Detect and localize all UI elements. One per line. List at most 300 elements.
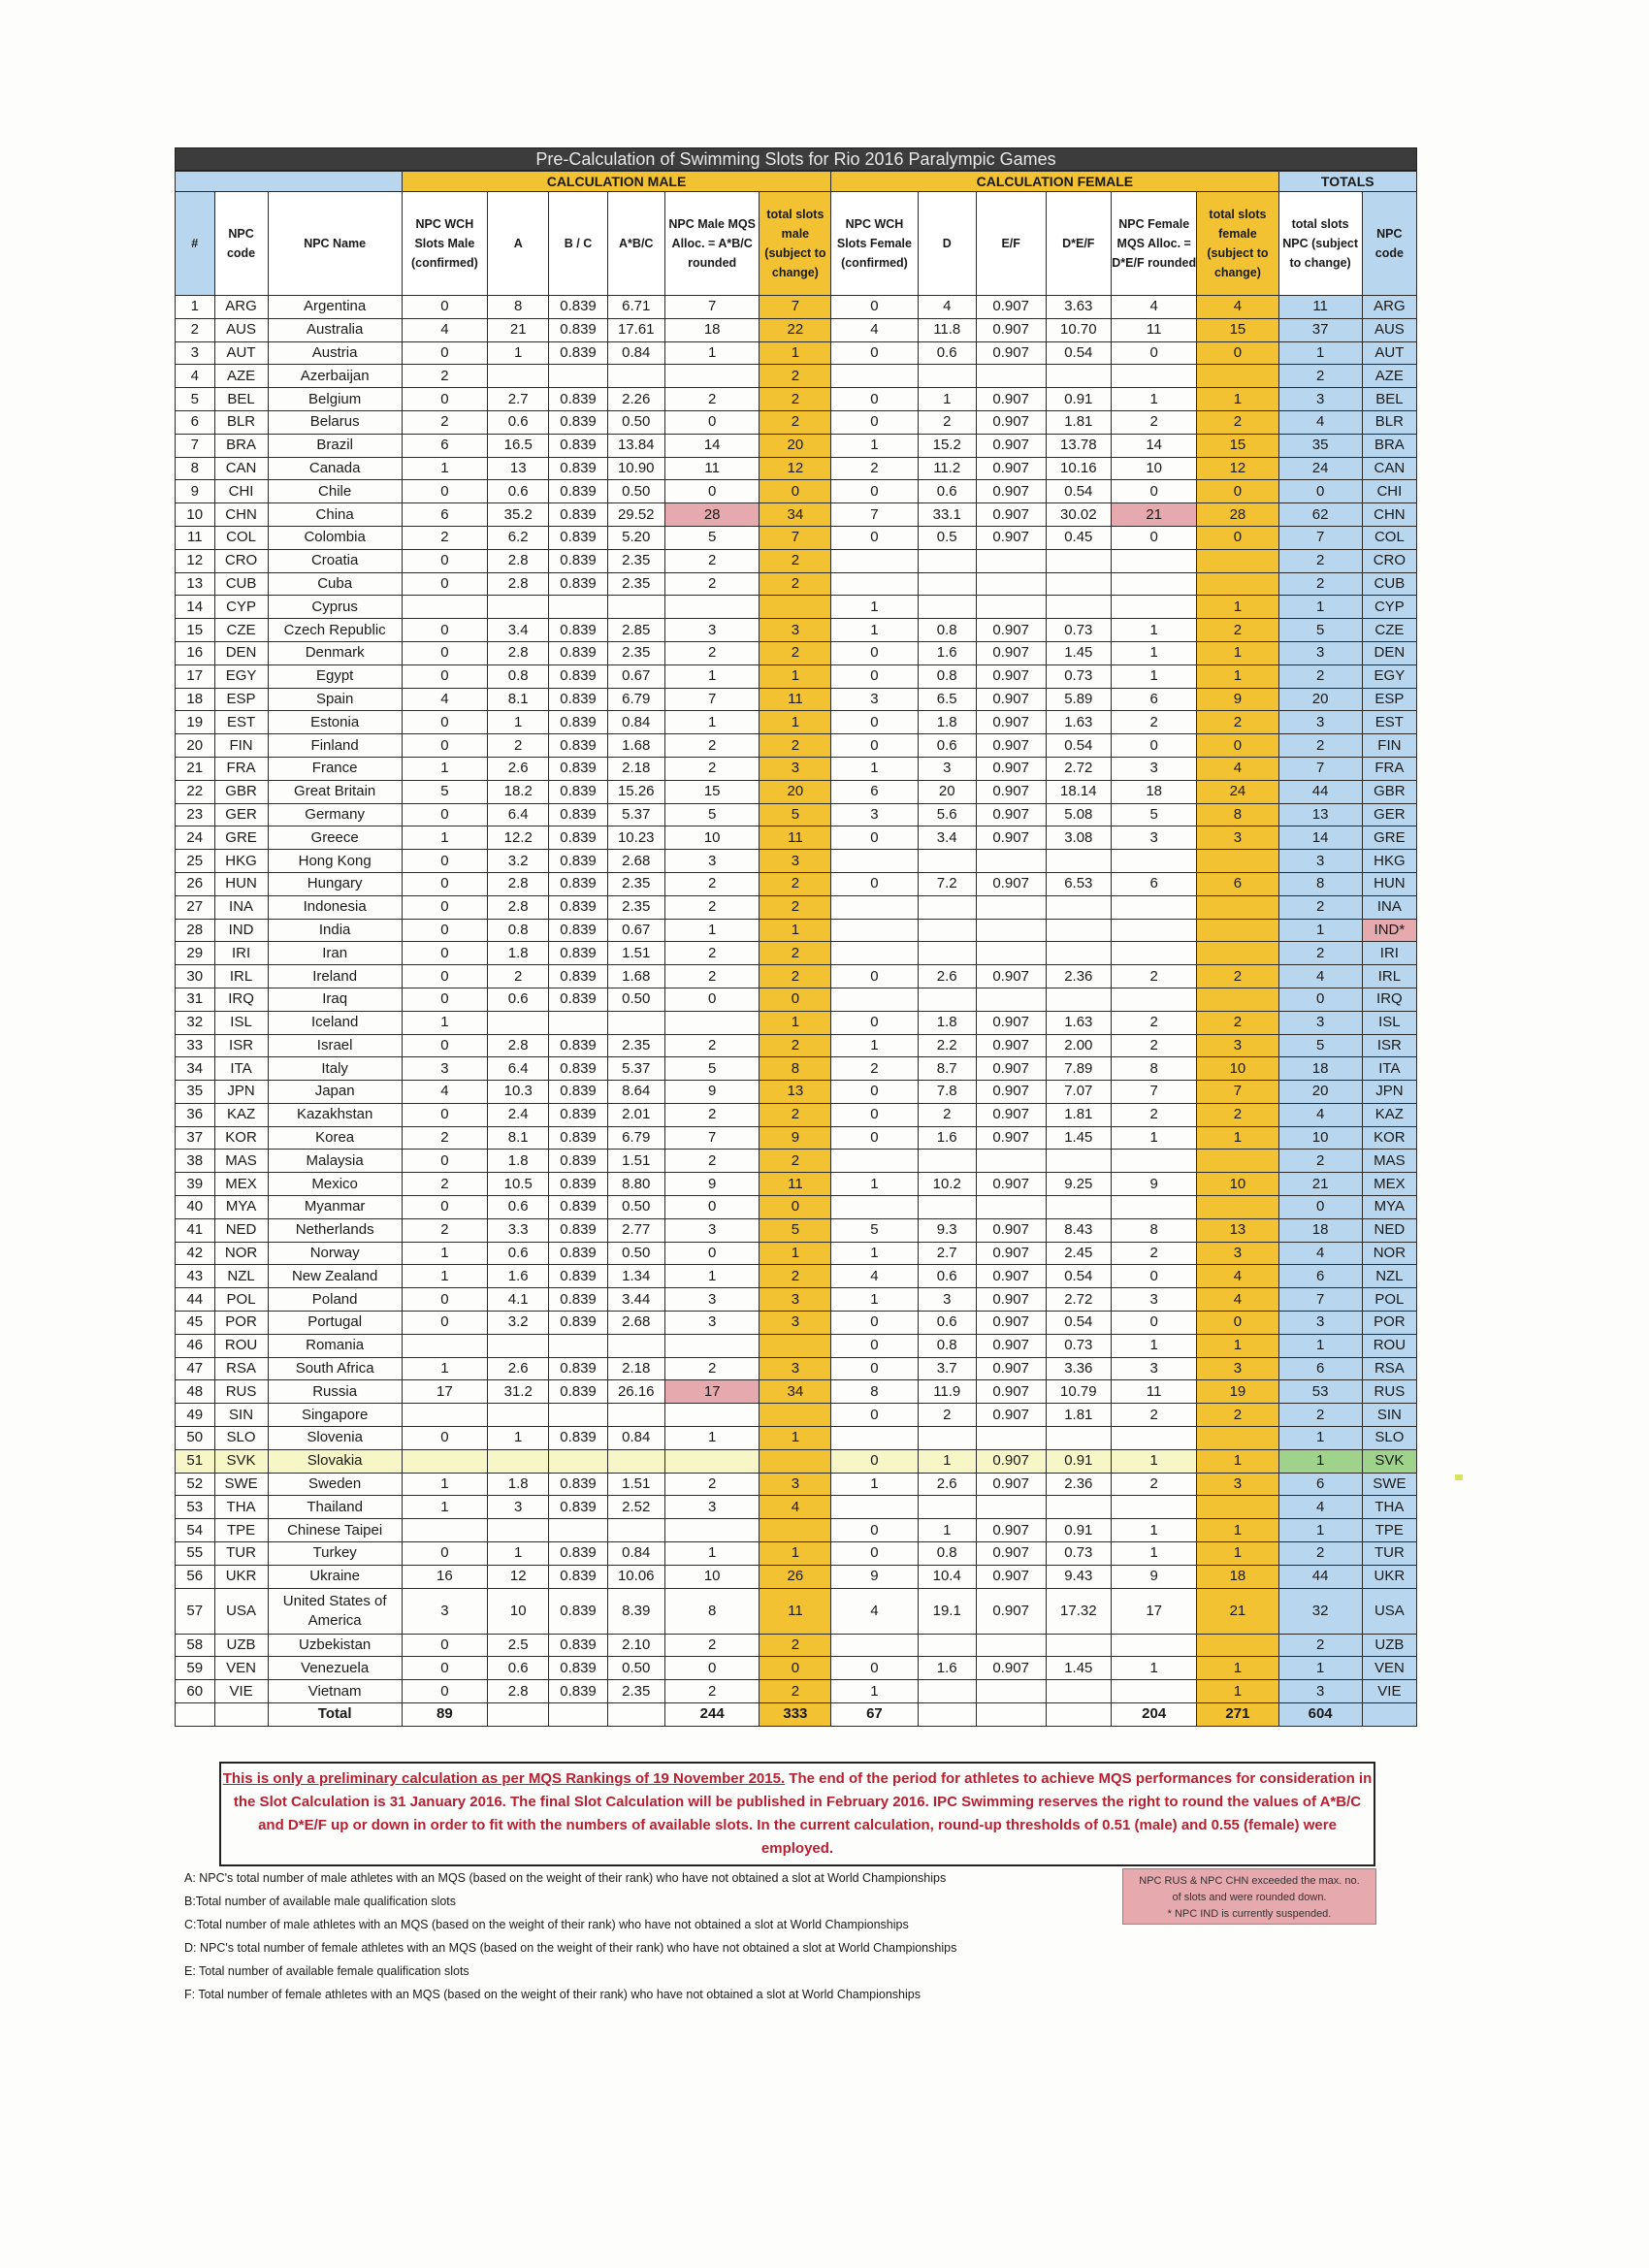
table-cell: 2 — [1197, 965, 1278, 988]
table-cell: 4 — [1197, 1288, 1278, 1312]
table-cell: 0 — [831, 1103, 918, 1126]
table-cell: 0.5 — [918, 526, 976, 549]
table-cell: 2.8 — [488, 1680, 549, 1703]
table-row — [176, 711, 1417, 734]
table-cell: 21 — [1278, 1173, 1362, 1196]
table-cell — [1197, 1634, 1278, 1657]
table-cell: 2 — [1197, 1103, 1278, 1126]
table-cell: 9.3 — [918, 1218, 976, 1242]
table-cell: 0.839 — [549, 1242, 607, 1265]
table-cell: Sweden — [268, 1473, 402, 1496]
table-cell: ARG — [214, 296, 268, 319]
table-cell: 7 — [760, 526, 831, 549]
table-cell: 0.84 — [607, 711, 664, 734]
table-cell: 0.839 — [549, 1196, 607, 1219]
table-cell — [831, 1427, 918, 1450]
table-cell: IRQ — [214, 988, 268, 1011]
table-cell: 2 — [760, 1680, 831, 1703]
table-cell: 39 — [176, 1173, 215, 1196]
table-cell: 30 — [176, 965, 215, 988]
table-cell: VIE — [1362, 1680, 1416, 1703]
table-cell: 1.8 — [918, 711, 976, 734]
table-cell: 10 — [1278, 1126, 1362, 1150]
table-cell: 2.35 — [607, 895, 664, 919]
table-cell: 0.84 — [607, 1542, 664, 1566]
table-cell: 3.08 — [1046, 826, 1112, 850]
table-cell — [1112, 1680, 1197, 1703]
table-cell: 32 — [1278, 1588, 1362, 1634]
table-cell: 1 — [1112, 619, 1197, 642]
table-cell: 2.72 — [1046, 1288, 1112, 1312]
table-cell: 33 — [176, 1034, 215, 1057]
table-cell: 0 — [760, 480, 831, 503]
group-header-row — [176, 172, 1417, 192]
table-cell — [1197, 365, 1278, 388]
table-cell: 6 — [402, 434, 487, 457]
table-cell: 0 — [402, 1657, 487, 1680]
table-cell: 18 — [1278, 1218, 1362, 1242]
table-cell: 11 — [760, 1173, 831, 1196]
table-cell: 7.2 — [918, 872, 976, 895]
table-cell: 27 — [176, 895, 215, 919]
table-cell: 2 — [1197, 1404, 1278, 1427]
table-cell: 1 — [1197, 641, 1278, 664]
table-cell: IRI — [214, 942, 268, 965]
table-cell: 5 — [760, 1218, 831, 1242]
table-cell: 32 — [176, 1011, 215, 1034]
table-cell — [488, 1404, 549, 1427]
table-cell: 0.907 — [976, 965, 1046, 988]
table-cell: 18.14 — [1046, 780, 1112, 803]
table-cell: 9 — [760, 1126, 831, 1150]
column-header: NPC code — [214, 192, 268, 296]
table-row — [176, 1312, 1417, 1335]
table-cell: POR — [1362, 1312, 1416, 1335]
table-cell: 0 — [760, 988, 831, 1011]
table-cell: 0.73 — [1046, 1334, 1112, 1357]
table-cell: 0.839 — [549, 296, 607, 319]
table-cell — [488, 596, 549, 619]
table-cell: 6.2 — [488, 526, 549, 549]
table-cell: SIN — [1362, 1404, 1416, 1427]
table-cell: 0.91 — [1046, 1449, 1112, 1473]
table-row — [176, 341, 1417, 365]
table-cell: 2 — [1112, 711, 1197, 734]
table-cell: 0.907 — [976, 734, 1046, 758]
table-cell: 1 — [664, 919, 760, 942]
table-cell: 1 — [1278, 1334, 1362, 1357]
table-cell: 0.907 — [976, 296, 1046, 319]
table-cell: 3 — [664, 1288, 760, 1312]
table-cell: 2 — [760, 365, 831, 388]
table-cell: 0.6 — [918, 1312, 976, 1335]
table-cell: 1 — [1278, 919, 1362, 942]
table-row — [176, 734, 1417, 758]
table-row — [176, 826, 1417, 850]
table-cell — [1112, 596, 1197, 619]
table-cell — [831, 549, 918, 572]
table-cell — [1112, 1634, 1197, 1657]
table-cell: 0 — [402, 1312, 487, 1335]
table-cell — [1046, 919, 1112, 942]
table-cell — [1046, 1150, 1112, 1173]
table-cell: SVK — [1362, 1449, 1416, 1473]
group-totals: TOTALS — [1278, 172, 1416, 192]
table-cell — [1197, 919, 1278, 942]
group-male: CALCULATION MALE — [402, 172, 831, 192]
table-cell: 1 — [831, 1473, 918, 1496]
table-cell: NED — [214, 1218, 268, 1242]
table-cell: 2 — [1278, 895, 1362, 919]
table-cell: 0.50 — [607, 1196, 664, 1219]
table-cell: 2 — [488, 734, 549, 758]
table-cell — [918, 1150, 976, 1173]
table-cell: France — [268, 757, 402, 780]
table-cell: 3 — [918, 1288, 976, 1312]
table-cell: 0.73 — [1046, 1542, 1112, 1566]
table-cell: 89 — [402, 1703, 487, 1727]
table-cell: 2.7 — [488, 388, 549, 411]
table-cell: 2 — [402, 365, 487, 388]
table-cell: 2 — [1197, 711, 1278, 734]
table-cell: FIN — [214, 734, 268, 758]
table-cell: 0.839 — [549, 549, 607, 572]
table-cell: 1 — [664, 1542, 760, 1566]
table-cell: 1 — [488, 1427, 549, 1450]
table-cell — [1046, 850, 1112, 873]
table-cell: SVK — [214, 1449, 268, 1473]
table-cell — [1046, 1703, 1112, 1727]
table-cell: 1 — [1112, 1334, 1197, 1357]
table-cell: 4 — [1278, 1103, 1362, 1126]
table-row — [176, 1473, 1417, 1496]
table-cell: 0 — [402, 1427, 487, 1450]
table-cell: 1 — [664, 1427, 760, 1450]
footnote: C:Total number of male athletes with an MQS (based on the weight of their rank) who have not obtained a slot at World Championships — [184, 1918, 909, 1931]
table-cell: Mexico — [268, 1173, 402, 1196]
table-cell: 51 — [176, 1449, 215, 1473]
table-cell: 10 — [488, 1588, 549, 1634]
table-cell: 13 — [760, 1081, 831, 1104]
table-cell: 15 — [1197, 434, 1278, 457]
table-cell: 3.4 — [918, 826, 976, 850]
table-cell: 7 — [831, 503, 918, 527]
table-cell: 244 — [664, 1703, 760, 1727]
table-cell: CRO — [214, 549, 268, 572]
table-cell: 26 — [176, 872, 215, 895]
table-cell: BRA — [214, 434, 268, 457]
table-row — [176, 1034, 1417, 1057]
table-cell: 1 — [402, 1496, 487, 1519]
table-cell: HKG — [1362, 850, 1416, 873]
table-row — [176, 1265, 1417, 1288]
table-cell: 2.5 — [488, 1634, 549, 1657]
table-cell: 4 — [402, 688, 487, 711]
group-blank — [176, 172, 403, 192]
table-cell: CAN — [1362, 457, 1416, 480]
table-row — [176, 988, 1417, 1011]
table-cell: ROU — [214, 1334, 268, 1357]
table-row — [176, 850, 1417, 873]
table-cell: 1.6 — [488, 1265, 549, 1288]
table-cell: 2 — [760, 1150, 831, 1173]
table-cell: 8 — [1278, 872, 1362, 895]
table-cell: 0 — [402, 1103, 487, 1126]
table-cell — [1112, 1150, 1197, 1173]
table-cell: TUR — [1362, 1542, 1416, 1566]
table-cell: 2 — [664, 757, 760, 780]
table-cell: RSA — [214, 1357, 268, 1380]
table-cell: 0.6 — [488, 1242, 549, 1265]
table-cell: 1.81 — [1046, 1103, 1112, 1126]
table-cell: 20 — [1278, 1081, 1362, 1104]
table-cell — [918, 1196, 976, 1219]
table-cell: Poland — [268, 1288, 402, 1312]
table-cell: 0.50 — [607, 480, 664, 503]
column-header: D*E/F — [1046, 192, 1112, 296]
table-cell: DEN — [214, 641, 268, 664]
table-cell: 1 — [664, 1265, 760, 1288]
table-cell: 14 — [176, 596, 215, 619]
table-cell: 0 — [402, 988, 487, 1011]
table-cell: GBR — [214, 780, 268, 803]
table-cell — [1197, 988, 1278, 1011]
table-cell: 3 — [664, 1218, 760, 1242]
table-cell: 6 — [1278, 1473, 1362, 1496]
table-cell — [1197, 1150, 1278, 1173]
table-cell: 3 — [402, 1057, 487, 1081]
table-cell: 37 — [176, 1126, 215, 1150]
table-cell: 1 — [831, 1034, 918, 1057]
table-cell: 204 — [1112, 1703, 1197, 1727]
table-cell: 11 — [1112, 1380, 1197, 1404]
preliminary-note — [219, 1762, 1375, 1866]
table-cell: 1 — [831, 619, 918, 642]
table-cell — [918, 572, 976, 596]
table-cell: 28 — [664, 503, 760, 527]
table-cell — [549, 365, 607, 388]
table-cell: Croatia — [268, 549, 402, 572]
table-cell: RSA — [1362, 1357, 1416, 1380]
column-header: B / C — [549, 192, 607, 296]
table-cell: 0 — [831, 711, 918, 734]
table-cell: UZB — [214, 1634, 268, 1657]
table-cell: 0.6 — [488, 1196, 549, 1219]
table-cell: 11.2 — [918, 457, 976, 480]
table-cell: 15.2 — [918, 434, 976, 457]
table-cell: 2.35 — [607, 872, 664, 895]
table-cell: 11.9 — [918, 1380, 976, 1404]
table-cell: 1.8 — [488, 1150, 549, 1173]
table-cell: 3.7 — [918, 1357, 976, 1380]
table-cell: 1 — [1112, 1657, 1197, 1680]
table-cell: 0 — [402, 1680, 487, 1703]
table-cell: 3 — [1278, 711, 1362, 734]
table-cell: 5 — [176, 388, 215, 411]
table-row — [176, 1542, 1417, 1566]
table-cell: 17 — [664, 1380, 760, 1404]
table-cell: 0.907 — [976, 388, 1046, 411]
table-cell: GBR — [1362, 780, 1416, 803]
table-cell: 0.839 — [549, 1265, 607, 1288]
table-cell: USA — [1362, 1588, 1416, 1634]
footnote: E: Total number of available female qualification slots — [184, 1964, 469, 1978]
table-cell — [918, 895, 976, 919]
table-cell: 1 — [402, 1011, 487, 1034]
table-cell: 12 — [1197, 457, 1278, 480]
table-cell: 5 — [760, 803, 831, 826]
table-cell: 3 — [1278, 850, 1362, 873]
table-row — [176, 526, 1417, 549]
table-cell: IRL — [214, 965, 268, 988]
table-cell: 0.839 — [549, 688, 607, 711]
table-cell: 0.839 — [549, 711, 607, 734]
table-cell — [607, 1703, 664, 1727]
table-cell: CHN — [214, 503, 268, 527]
table-row — [176, 664, 1417, 688]
table-cell: 2.6 — [918, 965, 976, 988]
table-cell: 2.8 — [488, 641, 549, 664]
table-cell: 0 — [402, 619, 487, 642]
table-cell: 1.63 — [1046, 711, 1112, 734]
table-row — [176, 1680, 1417, 1703]
table-cell: 0.907 — [976, 1357, 1046, 1380]
table-cell: 2 — [1112, 410, 1197, 434]
table-cell: 2 — [760, 549, 831, 572]
table-cell: 10.2 — [918, 1173, 976, 1196]
table-cell: 2 — [1197, 1011, 1278, 1034]
table-cell: 0.84 — [607, 1427, 664, 1450]
table-cell: 2.35 — [607, 549, 664, 572]
table-cell: 2 — [760, 872, 831, 895]
table-cell — [549, 1334, 607, 1357]
table-cell: 0.839 — [549, 942, 607, 965]
table-cell: 3.4 — [488, 619, 549, 642]
table-cell: 30.02 — [1046, 503, 1112, 527]
table-cell: Belgium — [268, 388, 402, 411]
table-cell — [1046, 572, 1112, 596]
table-cell — [831, 942, 918, 965]
table-cell: 8.1 — [488, 1126, 549, 1150]
table-cell: GER — [1362, 803, 1416, 826]
table-cell — [976, 1196, 1046, 1219]
table-cell — [976, 1427, 1046, 1450]
table-cell: 0 — [402, 341, 487, 365]
table-cell — [664, 1404, 760, 1427]
table-cell: 2.36 — [1046, 1473, 1112, 1496]
table-cell: 0 — [1112, 526, 1197, 549]
table-cell: 0 — [402, 711, 487, 734]
table-cell: 19 — [1197, 1380, 1278, 1404]
table-cell: 7 — [664, 1126, 760, 1150]
table-cell: 0.839 — [549, 780, 607, 803]
table-cell: 3 — [1112, 1357, 1197, 1380]
table-cell: VIE — [214, 1680, 268, 1703]
table-cell: RUS — [1362, 1380, 1416, 1404]
table-cell — [1046, 1196, 1112, 1219]
table-cell: 0.839 — [549, 457, 607, 480]
table-cell: 55 — [176, 1542, 215, 1566]
table-cell: CUB — [1362, 572, 1416, 596]
table-cell: 5 — [402, 780, 487, 803]
table-cell: 48 — [176, 1380, 215, 1404]
table-cell: 2 — [1278, 1634, 1362, 1657]
table-cell — [976, 919, 1046, 942]
table-cell: 3 — [664, 1496, 760, 1519]
table-cell: GRE — [1362, 826, 1416, 850]
table-cell: 1 — [1278, 1449, 1362, 1473]
table-cell: 1 — [760, 1242, 831, 1265]
table-cell — [918, 850, 976, 873]
table-cell: 4 — [918, 296, 976, 319]
table-cell: 2.18 — [607, 1357, 664, 1380]
column-header: total slots male (subject to change) — [760, 192, 831, 296]
table-row — [176, 965, 1417, 988]
table-cell: 8 — [1112, 1218, 1197, 1242]
table-cell: 7 — [664, 688, 760, 711]
table-cell: 0 — [664, 1657, 760, 1680]
table-cell: 3 — [176, 341, 215, 365]
table-cell: SWE — [1362, 1473, 1416, 1496]
table-cell: 20 — [760, 434, 831, 457]
table-cell: 10 — [664, 1565, 760, 1588]
table-cell: 1 — [488, 341, 549, 365]
table-cell — [976, 596, 1046, 619]
table-cell: 1 — [1278, 1657, 1362, 1680]
table-cell: 0.907 — [976, 826, 1046, 850]
table-cell: POR — [214, 1312, 268, 1335]
table-cell: UKR — [214, 1565, 268, 1588]
table-cell: AUT — [1362, 341, 1416, 365]
table-cell: 0 — [1112, 1312, 1197, 1335]
table-cell: 9 — [176, 480, 215, 503]
table-cell: Kazakhstan — [268, 1103, 402, 1126]
table-cell: 20 — [918, 780, 976, 803]
table-cell — [402, 1519, 487, 1542]
table-cell: 0 — [831, 1449, 918, 1473]
table-cell — [1197, 572, 1278, 596]
table-cell: CYP — [1362, 596, 1416, 619]
table-cell: 53 — [176, 1496, 215, 1519]
table-cell: 1 — [760, 341, 831, 365]
table-cell: 31 — [176, 988, 215, 1011]
column-header: NPC WCH Slots Female (confirmed) — [831, 192, 918, 296]
table-cell — [918, 549, 976, 572]
table-cell: 0.907 — [976, 1473, 1046, 1496]
table-cell — [1046, 942, 1112, 965]
table-cell: 3 — [1197, 826, 1278, 850]
table-cell: AUS — [214, 318, 268, 341]
table-cell: 10.70 — [1046, 318, 1112, 341]
table-cell — [1112, 365, 1197, 388]
table-cell: 0.839 — [549, 919, 607, 942]
table-cell — [1112, 988, 1197, 1011]
table-cell: 0 — [402, 895, 487, 919]
table-cell: 0.8 — [488, 664, 549, 688]
table-cell: 52 — [176, 1473, 215, 1496]
table-cell — [1197, 850, 1278, 873]
table-cell: 5.6 — [918, 803, 976, 826]
table-cell: POL — [1362, 1288, 1416, 1312]
table-cell: Hungary — [268, 872, 402, 895]
table-cell: 0.839 — [549, 1081, 607, 1104]
table-row — [176, 803, 1417, 826]
table-cell: 0.50 — [607, 410, 664, 434]
table-cell — [976, 1150, 1046, 1173]
table-cell: 1 — [1112, 388, 1197, 411]
table-cell: 0 — [831, 1081, 918, 1104]
table-cell: 3 — [1112, 826, 1197, 850]
